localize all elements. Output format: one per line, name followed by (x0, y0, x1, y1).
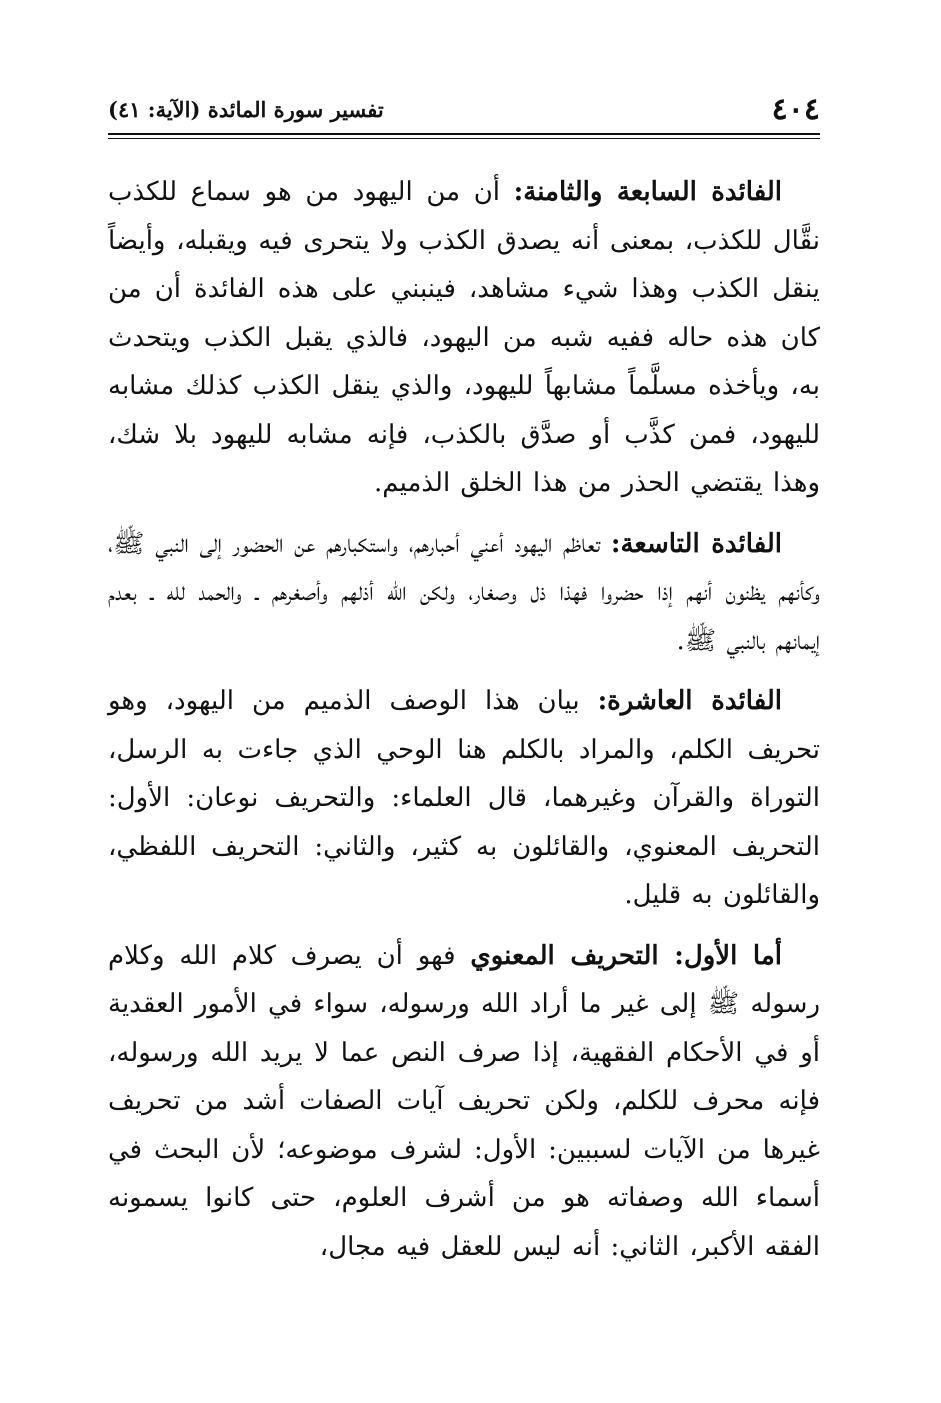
paragraph-text: فهو أن يصرف كلام الله وكلام رسوله ﷺ إلى غير ما أراد الله ورسوله، سواء في الأمور العقدية أو في الأحكام الفقهية، إذا صرف النص عما لا يريد الله ورسوله، فإنه محرف للكلم، ولكن تحريف آيات الصفات أشد من تحريف غيرها من الآيات لسببين: الأول: لشرف موضوعه؛ لأن البحث في أسماء الله وصفاته هو من أشرف العلوم، حتى كانوا يسمونه الفقه الأكبر، الثاني: أنه ليس للعقل فيه مجال، (108, 940, 820, 1262)
paragraph-benefit-9 (108, 520, 820, 666)
page-number: ٤٠٤ (771, 92, 820, 127)
paragraph-heading: الفائدة السابعة والثامنة: (513, 177, 783, 207)
paragraph-text: أن من اليهود من هو سماع للكذب نقَّال للكذب، بمعنى أنه يصدق الكذب ولا يتحرى فيه ويقبله، وأيضاً ينقل الكذب وهذا شيء مشاهد، فينبني على هذه الفائدة أن من كان هذه حاله ففيه شبه من اليهود، فالذي يقبل الكذب ويتحدث به، ويأخذه مسلَّماً مشابهاً لليهود، والذي ينقل الكذب كذلك مشابه لليهود، فمن كذَّب أو صدَّق بالكذب، فإنه مشابه لليهود بلا شك، وهذا يقتضي الحذر من هذا الخلق الذميم. (108, 177, 820, 498)
paragraph-benefit-7-8 (108, 168, 820, 508)
paragraph-heading: الفائدة العاشرة: (597, 686, 782, 716)
paragraph-text: تعاظم اليهود أعني أحبارهم، واستكبارهم عن الحضور إلى النبي ﷺ، وكأنهم يظنون أنهم إذا حضروا فهذا ذل وصغار، ولكن الله أذلهم وأصغرهم ـ والحمد لله ـ بعدم إيمانهم بالنبي ﷺ. (108, 528, 820, 656)
paragraph-heading: أما الأول: التحريف المعنوي (470, 940, 782, 971)
page-body (108, 168, 820, 1283)
page-header (108, 92, 820, 128)
running-title: تفسير سورة المائدة (الآية: ٤١) (108, 97, 384, 122)
paragraph-text: بيان هذا الوصف الذميم من اليهود، وهو تحريف الكلم، والمراد بالكلم هنا الوحي الذي جاءت به الرسل، التوراة والقرآن وغيرهما، قال العلماء: والتحريف نوعان: الأول: التحريف المعنوي، والقائلون به كثير، والثاني: التحريف اللفظي، والقائلون به قليل. (108, 686, 820, 910)
paragraph-first-type (108, 932, 820, 1272)
paragraph-benefit-10 (108, 677, 820, 920)
paragraph-heading: الفائدة التاسعة: (610, 528, 782, 559)
header-divider (108, 133, 820, 139)
